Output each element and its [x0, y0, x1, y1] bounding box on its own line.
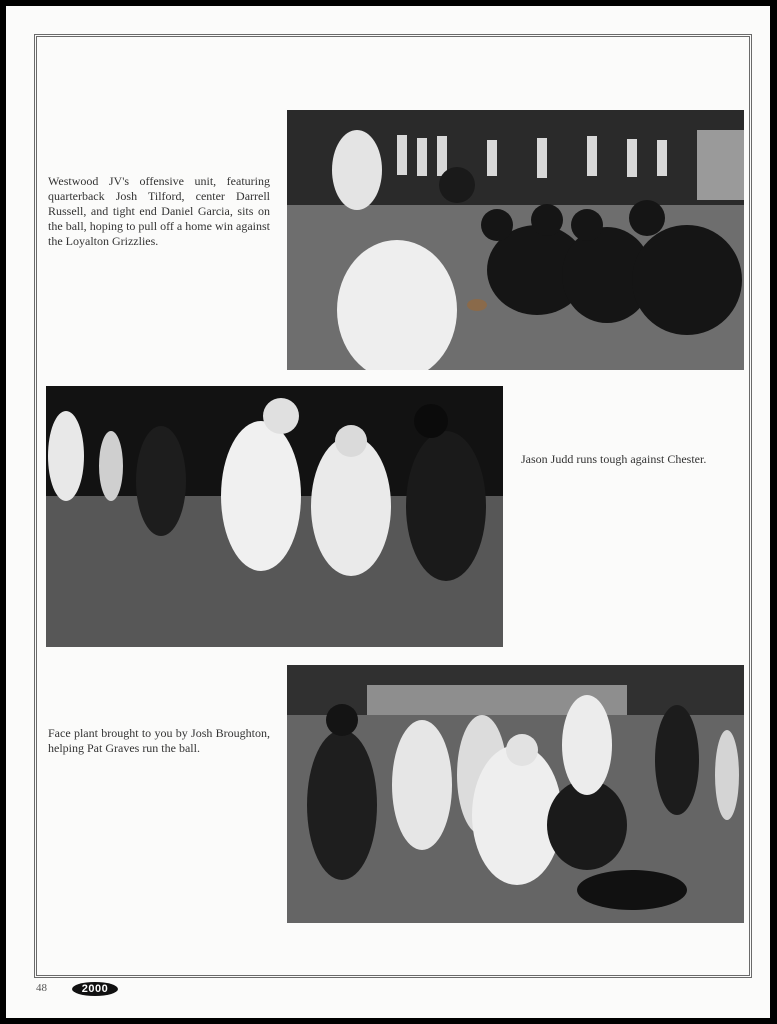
caption-judd: Jason Judd runs tough against Chester. — [521, 452, 707, 466]
photo-judd-run — [46, 386, 503, 647]
caption-face-plant: Face plant brought to you by Josh Broughton, helping Pat Graves run the ball. — [48, 726, 270, 755]
caption-offensive-unit: Westwood JV's offensive unit, featuring quarterback Josh Tilford, center Darrell Russell, and tight end Daniel Garcia, sits on the ball, hoping to pull off a home win against the Loyalton Grizzlies. — [48, 174, 270, 248]
yearbook-page — [6, 6, 770, 1018]
photo-line-of-scrimmage — [287, 110, 744, 370]
photo-face-plant — [287, 665, 744, 923]
year-badge: 2000 — [72, 982, 118, 996]
page-number: 48 — [36, 982, 47, 994]
